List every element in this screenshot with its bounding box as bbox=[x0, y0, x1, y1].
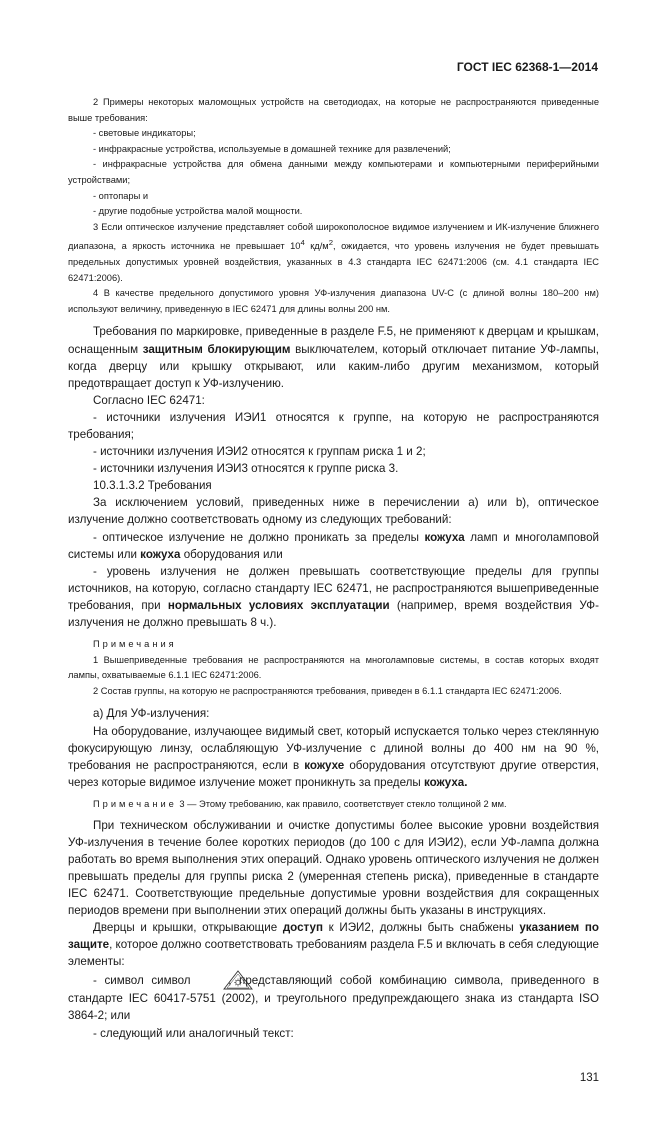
note-4: 4 В качестве предельного допустимого уровня УФ-излучения диапазона UV-C (с длиной волны 180–200 нм) используют величину, приведенную в IEC 62471 для длины волны 200 нм. bbox=[68, 288, 599, 314]
text: к ИЭИ2, должны быть снабжены bbox=[322, 921, 520, 935]
note-1: 1 Вышеприведенные требования не распространяются на многоламповые системы, в состав которых входят лампы, охватываемые 6.1.1 IEC 62471:2006. bbox=[68, 654, 599, 681]
term: защитным блокирующим bbox=[142, 342, 291, 356]
paragraph bbox=[68, 323, 599, 391]
text: На оборудование, излучающее видимый свет, который испускается только через стеклянную фокусирующую линзу, ослабляющую УФ-излучение с длиной волны до 400 нм на 90 %, требования не распространяются, если в bbox=[68, 724, 599, 772]
list-item: - другие подобные устройства малой мощности. bbox=[93, 206, 303, 217]
list-item: - следующий или аналогичный текст: bbox=[93, 1026, 294, 1040]
list-item: - инфракрасные устройства для обмена данными между компьютерами и компьютерными периферийными устройствами; bbox=[68, 159, 599, 185]
list-item: - источники излучения ИЭИ1 относятся к группе, на которую не распространяются требования; bbox=[68, 410, 599, 441]
note-2: 2 Примеры некоторых маломощных устройств на светодиодах, на которые не распространяются приведенные выше требования: bbox=[68, 97, 599, 123]
subheading: а) Для УФ-излучения: bbox=[93, 707, 210, 721]
text: кд/м bbox=[304, 241, 329, 252]
text: выключателем, который отключает питание УФ-лампы, когда дверцу или крышку открывают, или каким-либо другим механизмом, который предотвращает доступ к УФ-излучению. bbox=[68, 342, 599, 390]
text: - уровень излучения не должен превышать соответствующие пределы для группы источников, на которую, согласно стандарту IEC 62471, не распространяются вышеприведенные требования, при bbox=[68, 564, 599, 612]
paragraph bbox=[68, 919, 599, 970]
superscript: 4 bbox=[300, 238, 305, 248]
paragraph: При техническом обслуживании и очистке допустимы более высокие уровни воздействия УФ-излучения в течение более коротких периодов (до 100 с для ИЭИ2), если УФ-лампа должна работать во время выполнения этих операций. Однако уровень оптического излучения не должен превышать пределы для группы риска 2 (умеренная степень риска), приведенные в стандарте IEC 62471. Соответствующие предельные допустимые уровни воздействия для сокращенных периодов времени при выполнении этих операций должны быть указаны в инструкциях. bbox=[68, 818, 599, 917]
text: оборудования отсутствуют другие отверстия, через которые видимое излучение может проникнуть за пределы bbox=[68, 758, 599, 789]
term: указанием по защите bbox=[68, 921, 599, 952]
list-item bbox=[68, 970, 599, 1024]
notes-title: Примечания bbox=[93, 639, 177, 650]
term: кожуха bbox=[140, 547, 181, 561]
term: доступ bbox=[282, 921, 323, 935]
main-section bbox=[68, 323, 599, 631]
text: 3 Если оптическое излучение представляет собой широкополосное видимое излучением и ИК-излучение ближнего диапазона, а яркость источника не превышает 10 bbox=[68, 221, 599, 252]
notes-top bbox=[68, 95, 599, 317]
list-item: - оптопары и bbox=[93, 190, 149, 201]
list-item: - световые индикаторы; bbox=[93, 128, 196, 139]
text: Дверцы и крышки, открывающие bbox=[93, 921, 283, 935]
paragraph: Согласно IEC 62471: bbox=[93, 393, 205, 407]
text: оборудования или bbox=[180, 547, 283, 561]
paragraph: За исключением условий, приведенных ниже в перечислении a) или b), оптическое излучение должно соответствовать одному из следующих требований: bbox=[68, 496, 599, 527]
list-item: - источники излучения ИЭИ2 относятся к группам риска 1 и 2; bbox=[93, 445, 426, 459]
uv-section bbox=[68, 705, 599, 790]
page-number: 131 bbox=[579, 1071, 599, 1084]
note-3 bbox=[68, 797, 599, 813]
text: , представляющий собой комбинацию символа, приведенного в стандарте IEC 60417-5751 (2002), и треугольного предупреждающего знака из стандарта ISO 3864-2; или bbox=[68, 974, 599, 1023]
text: - символ символ bbox=[93, 974, 199, 988]
section-heading: 10.3.1.3.2 Требования bbox=[93, 479, 212, 493]
note-label: Примечание bbox=[93, 798, 177, 809]
uv-warning-symbol-icon bbox=[198, 970, 228, 990]
note-text: 3 — Этому требованию, как правило, соответствует стекло толщиной 2 мм. bbox=[176, 798, 507, 809]
term: кожуха bbox=[424, 530, 465, 544]
text: (например, время воздействия УФ-излучения не должно превышать 8 ч.). bbox=[68, 598, 599, 629]
text: ламп и многоламповой системы или bbox=[68, 530, 599, 561]
superscript: 2 bbox=[328, 238, 334, 248]
list-item bbox=[68, 529, 599, 563]
paragraph bbox=[68, 723, 599, 791]
notes-mid bbox=[68, 637, 599, 699]
note-2: 2 Состав группы, на которую не распространяются требования, приведен в 6.1.1 стандарта IEC 62471:2006. bbox=[93, 685, 562, 696]
text: Требования по маркировке, приведенные в разделе F.5, не применяют к дверцам и крышкам, оснащенным bbox=[68, 325, 599, 356]
document-header: ГОСТ IEC 62368-1—2014 bbox=[456, 60, 598, 74]
text: - оптическое излучение не должно проникать за пределы bbox=[93, 530, 425, 544]
term: нормальных условиях эксплуатации bbox=[167, 598, 390, 612]
note-3 bbox=[68, 220, 599, 286]
term: кожуха. bbox=[423, 775, 468, 789]
text: , ожидается, что уровень излучения не будет превышать предельных допустимых уровней воздействия, указанных в 4.3 стандарта IEC 62471:2006 (см. 4.1 стандарта IEC 62471:2006). bbox=[68, 241, 599, 283]
maintenance-section bbox=[68, 817, 599, 1042]
note-3-block bbox=[68, 797, 599, 813]
text: , которое должно соответствовать требованиям раздела F.5 и включать в себя следующие элементы: bbox=[68, 938, 599, 969]
list-item bbox=[68, 563, 599, 631]
list-item: - инфракрасные устройства, используемые в домашней технике для развлечений; bbox=[93, 143, 451, 154]
term: кожухе bbox=[304, 758, 345, 772]
list-item: - источники излучения ИЭИ3 относятся к группе риска 3. bbox=[93, 462, 399, 476]
